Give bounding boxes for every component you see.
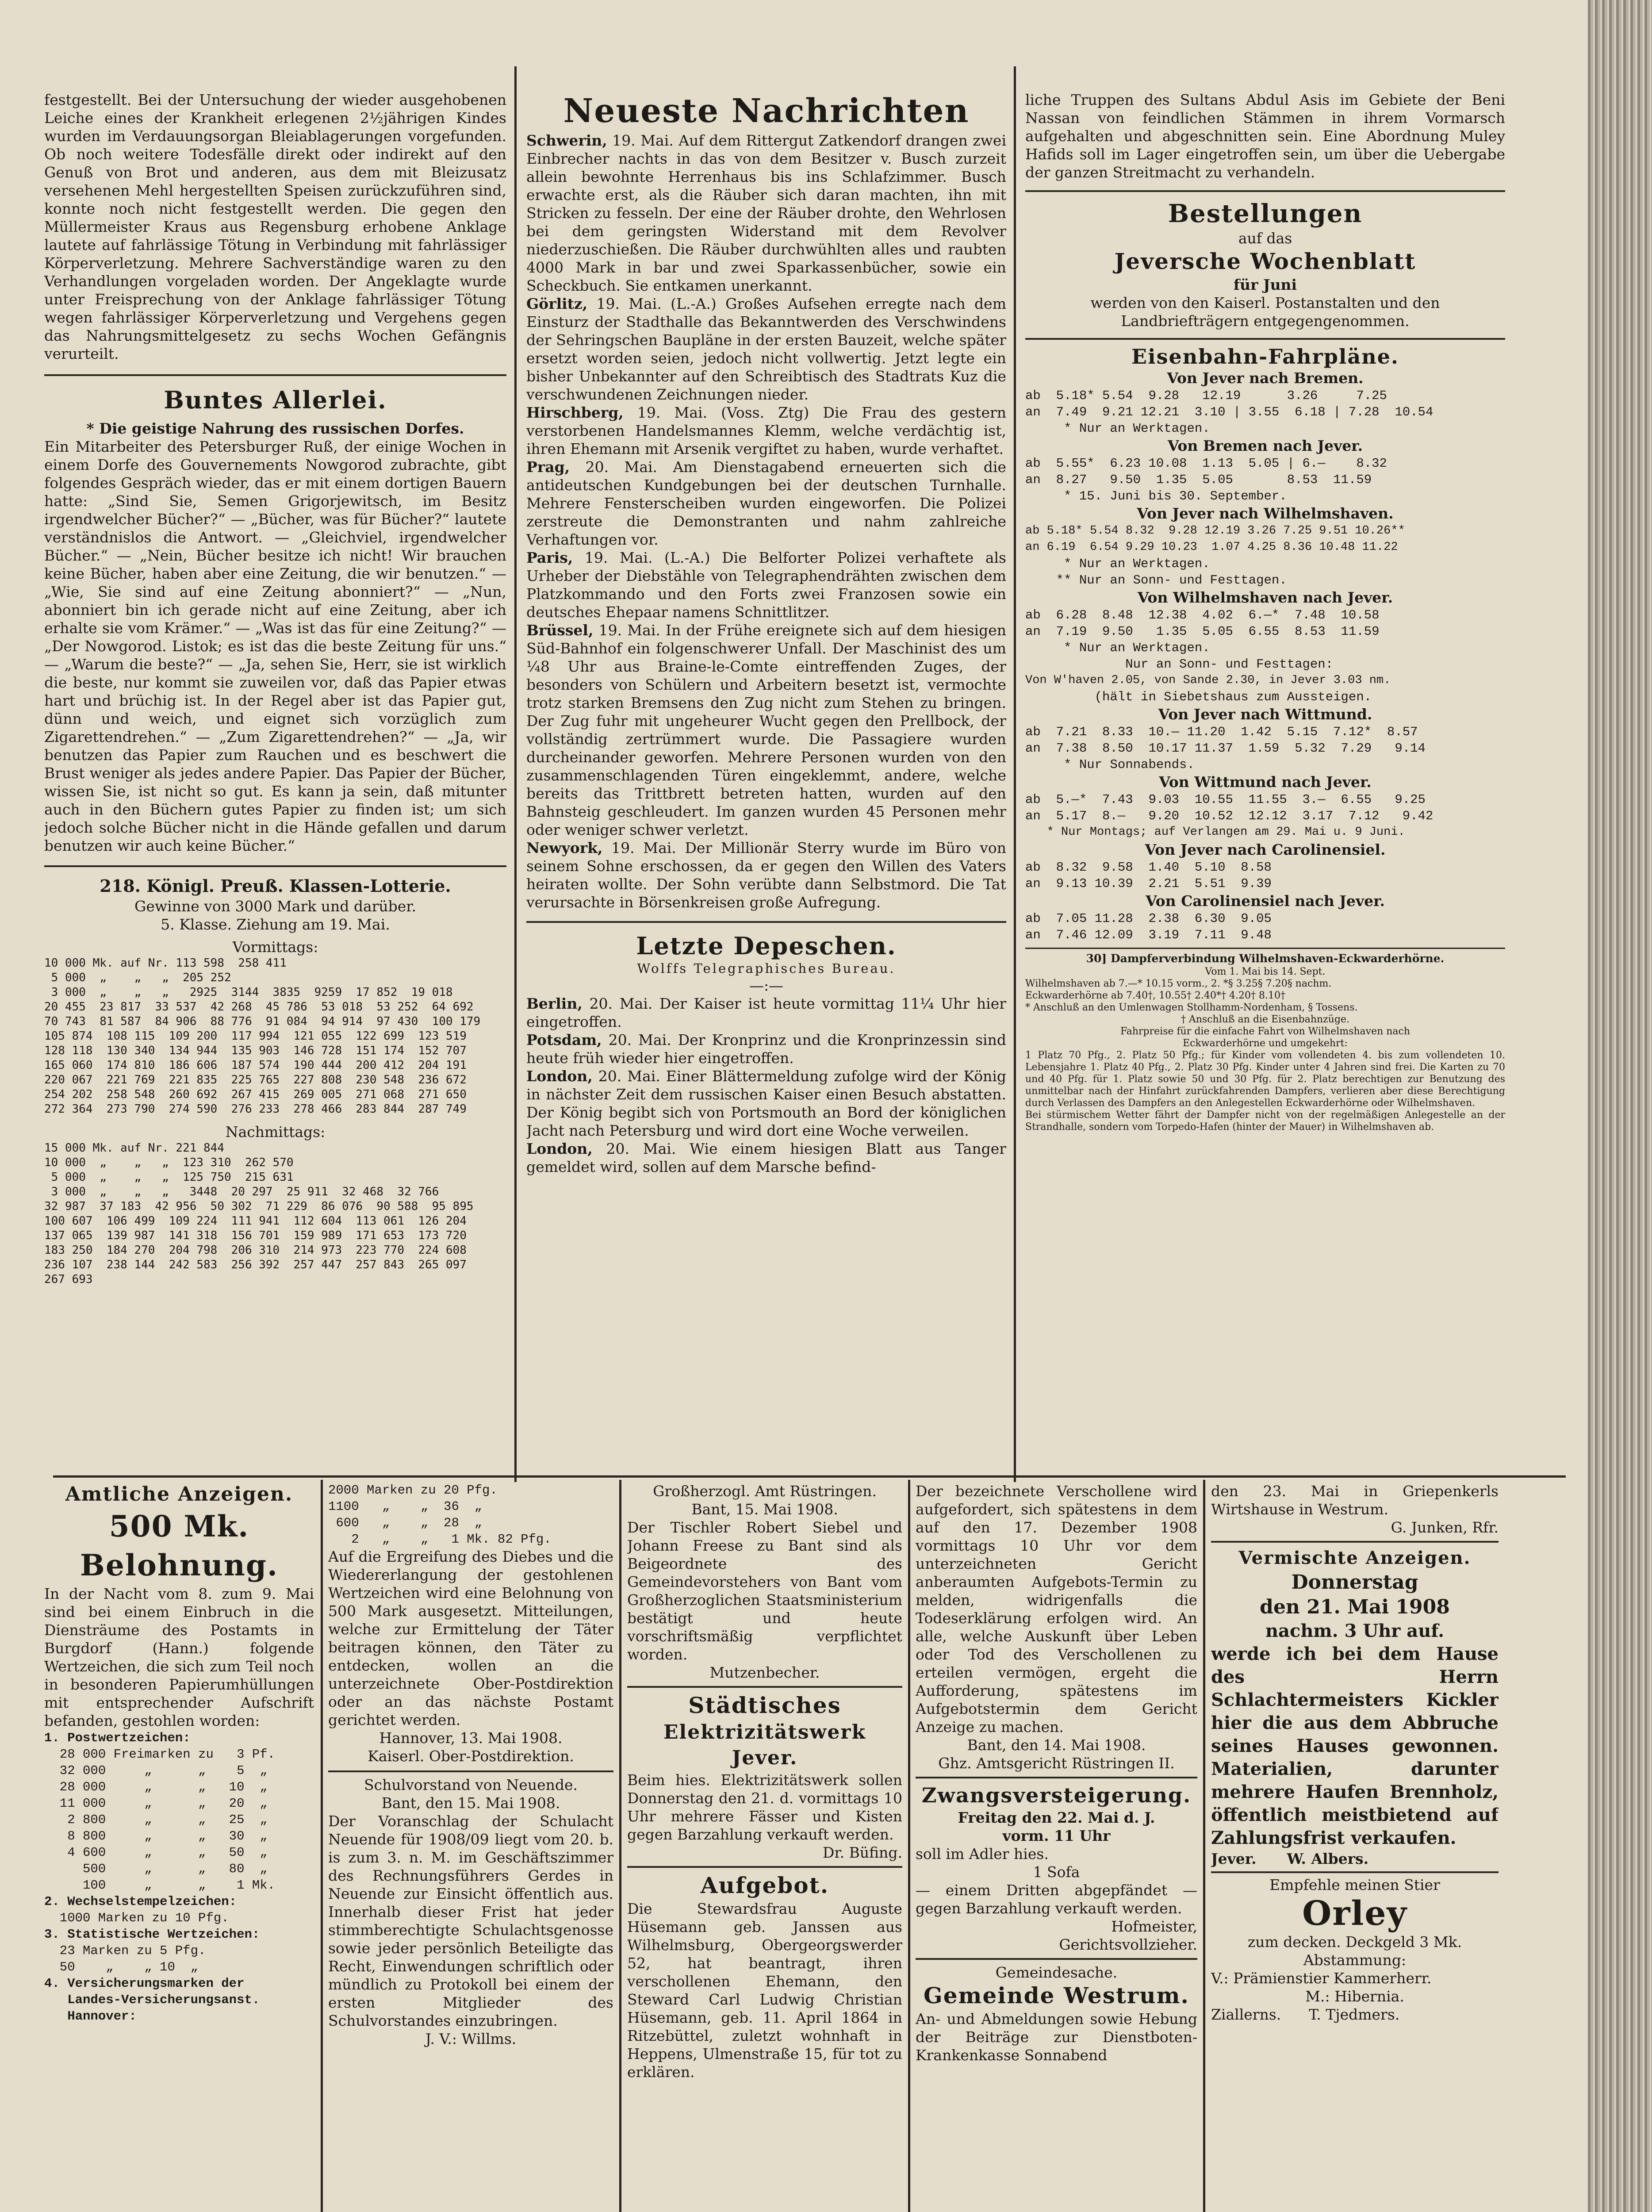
list-item: Landes-Versicherungsanst. [44,1993,260,2007]
ad-sign: J. V.: Willms. [425,2030,517,2047]
ad-text: An- und Abmeldungen sowie Hebung der Beiträge zur Dienstboten-Krankenkasse Sonnabend [916,2010,1197,2064]
section-rule [53,1475,1566,1478]
buntes-subtitle: * Die geistige Nahrung des russischen Dorfes. [86,420,464,437]
list-item: 3. Statistische Wertzeichen: [44,1927,260,1942]
fahrplan-block [1025,369,1505,437]
depeschen-sep: —:— [749,977,784,994]
aufgebot-title: Aufgebot. [700,1872,829,1898]
fahrplan-row: an 7.38 8.50 10.17 11.37 1.59 5.32 7.29 9.14 [1025,741,1426,756]
news-text: 19. Mai. In der Frühe ereignete sich auf dem hiesigen Süd-Bahnhof ein folgenschwerer Unfall. Der Maschinist des um ¼8 Uhr aus Braine-le-Comte eintreffenden Zuges, der besonders von Schülern und Arbeitern besetzt ist, vermochte trotz starken Bremsens den Zug nicht zum Stehen zu bringen. Der Zug fuhr mit ungeheurer Wucht gegen den Prellbock, der vollständig zertrümmert wurde. Die Passagiere wurden durcheinander geworfen. Mehrere Personen wurden von den zusammenschlagenden Türen eingeklemmt, andere, welche bereits das Trittbrett betreten hatten, wurden auf den Bahnsteig geschleudert. Im ganzen wurden 45 Personen mehr oder weniger schwer verletzt. [526,622,1006,838]
lotterie-row: 137 065 139 987 141 318 156 701 159 989 171 653 173 720 [44,1229,467,1242]
ad-sign: Dr. Büfing. [823,1844,902,1861]
lotterie-row: 5 000 „ „ „ 125 750 215 631 [44,1171,294,1184]
section-rule [1211,1871,1499,1873]
list-item: 1. Postwertzeichen: [44,1731,191,1745]
ad-line: zum decken. Deckgeld 3 Mk. [1247,1933,1462,1951]
dampfer-info [1025,966,1505,1133]
ad-text: den 23. Mai in Griepenkerls Wirtshause in Westrum. [1211,1482,1499,1518]
section-rule [44,374,506,376]
section-rule [526,921,1006,923]
lotterie-row: 3 000 „ „ „ 3448 20 297 25 911 32 468 32 766 [44,1185,439,1198]
list-item: 1100 „ „ 36 „ [328,1499,483,1514]
ad-sign: Bant, den 14. Mai 1908. [967,1736,1146,1754]
fahrplan-row: * Nur Sonnabends. [1025,757,1195,772]
list-item: 50 „ „ 10 „ [44,1960,199,1974]
news-item [526,1067,1006,1140]
fahrplan-row: Von W'haven 2.05, von Sande 2.30, in Jever 3.03 nm. [1025,674,1391,687]
ad-rule [321,1480,323,2212]
ad-line: Abstammung: [1303,1951,1407,1969]
nachmittags-table [44,1141,506,1287]
news-place: Hirschberg, [526,404,624,421]
dampfer-line: 1 Platz 70 Pfg., 2. Platz 50 Pfg.; für Kinder vom vollendeten 4. bis zum vollendeten 10. Lebensjahre 1. Platz 40 Pfg., 2. Platz 30 Pfg. Kinder unter 4 Jahren sind frei. Die Karten zu 70 und 40 Pfg. für 1. Platz sowie 50 und 30 Pfg. für 2. Platz berechtigen zur Benutzung des unmittelbar nach der Hinfahrt zurückfahrenden Dampfers, verlieren aber diese Berechtigung durch Verlassen des Dampfers an den Anlegestellen Eckwarderhörne oder Wilhelmshaven. [1025,1050,1505,1109]
fahrplan-row: ab 5.55* 6.23 10.08 1.13 5.05 | 6.— 8.32 [1025,456,1387,471]
lotterie-row: 128 118 130 340 134 944 135 903 146 728 151 174 152 707 [44,1044,467,1057]
news-place: London, [526,1140,593,1157]
fahrplan-row: ab 5.—* 7.43 9.03 10.55 11.55 3.— 6.55 9.25 [1025,792,1426,807]
dampfer-line: Vom 1. Mai bis 14. Sept. [1205,966,1326,977]
list-item: 2 „ „ 1 Mk. 82 Pfg. [328,1532,552,1547]
news-item [526,403,1006,458]
list-item: 100 „ „ 1 Mk. [44,1878,276,1893]
fahrplan-row: an 8.27 9.50 1.35 5.05 8.53 11.59 [1025,472,1372,487]
fahrplan-route: Von Jever nach Bremen. [1167,369,1364,387]
lotterie-row: 32 987 37 183 42 956 50 302 71 229 86 076 90 588 95 895 [44,1200,474,1213]
section-rule [1025,190,1505,192]
ad-sign: Kaiserl. Ober-Postdirektion. [368,1747,574,1765]
ad-line: 1 Sofa [1033,1863,1080,1881]
news-text: 19. Mai. Auf dem Rittergut Zatkendorf drangen zwei Einbrecher nachts in das von dem Besitzer v. Busch zurzeit allein bewohnte Herrenhaus bis ins Schlafzimmer. Busch erwachte erst, als die Räuber sich daran machten, ihn mit Stricken zu fesseln. Der eine der Räuber drohte, den Wehrlosen bei dem geringsten Widerstand mit dem Revolver niederzuschießen. Die Räuber durchwühlten alles und raubten 4000 Mark in bar und zwei Sparkassenbücher, sowie ein Scheckbuch. Sie entkamen unerkannt. [526,132,1006,294]
vermischte-head: Vermischte Anzeigen. [1238,1548,1471,1568]
news-item [526,458,1006,549]
fahrplan-route: Von Bremen nach Jever. [1167,437,1363,454]
lotterie-title: 218. Königl. Preuß. Klassen-Lotterie. [100,876,451,896]
section-rule [1025,948,1505,949]
fahrplan-route: Von Carolinensiel nach Jever. [1146,892,1385,910]
list-item: Hannover: [44,2009,137,2024]
news-item [526,839,1006,911]
lotterie-row: 15 000 Mk. auf Nr. 221 844 [44,1141,224,1155]
ad-sign: Hannover, 13. Mai 1908. [379,1729,563,1747]
section-rule [627,1686,902,1688]
elektrizitaet-title: Elektrizitätswerk Jever. [663,1721,866,1769]
ad-text: Die Stewardsfrau Auguste Hüsemann geb. Janssen aus Wilhelmsburg, Obergeorgswerder 52, hat beantragt, ihren verschollenen Ehemann, den Steward Carl Ludwig Christian Hüsemann, geb. 11. April 1864 in Ritzebüttel, zuletzt wohnhaft in Heppens, Ulmenstraße 15, für tot zu erklären. [627,1900,902,2081]
ad-line: Freitag den 22. Mai d. J. [958,1809,1155,1826]
amtliche-head: Amtliche Anzeigen. [65,1483,293,1505]
list-item: 600 „ „ 28 „ [328,1516,483,1530]
ad-date: Bant, 15. Mai 1908. [691,1501,838,1518]
news-text: 20. Mai. Der Kronprinz und die Kronprinzessin sind heute früh wieder hier eingetroffen. [526,1031,1006,1067]
fahrplan-route: Von Jever nach Carolinensiel. [1145,841,1386,858]
fahrplan-row: an 5.17 8.— 9.20 10.52 12.12 3.17 7.12 9.42 [1025,809,1434,823]
article-continuation: liche Truppen des Sultans Abdul Asis im Gebiete der Beni Nassan von feindlichen Stämmen in ihrem Vormarsch aufgehalten und abgeschnitten sein. Eine Abordnung Muley Hafids soll im Lager eingetroffen sein, um über die Uebergabe der ganzen Streitmacht zu verhandeln. [1025,91,1505,181]
bestellungen-paper: Jeversche Wochenblatt [1114,248,1416,274]
ad-text: Auf die Ergreifung des Diebes und die Wiedererlangung der gestohlenen Wertzeichen wird eine Belohnung von 500 Mark ausgesetzt. Mitteilungen, welche zur Ermittelung der Täter beitragen können, den Täter zu entdecken, wollen an die unterzeichnete Ober-Postdirektion oder an das nächste Postamt gerichtet werden. [328,1548,613,1728]
ad-sign: Ghz. Amtsgericht Rüstringen II. [938,1755,1175,1772]
bestellungen-title: Bestellungen [1168,199,1363,228]
news-item [526,295,1006,403]
news-place: Prag, [526,458,570,476]
fahrplan-row: * Nur Montags; auf Verlangen am 29. Mai u. 9 Juni. [1025,826,1405,839]
section-rule [916,1777,1197,1778]
ad-rule [1203,1480,1205,2212]
lotterie-row: 183 250 184 270 204 798 206 310 214 973 223 770 224 608 [44,1244,467,1257]
list-item: 28 000 „ „ 10 „ [44,1780,268,1794]
list-item: 2 800 „ „ 25 „ [44,1813,268,1827]
fahrplan-row: ab 5.18* 5.54 8.32 9.28 12.19 3.26 7.25 9.51 10.26** [1025,524,1405,538]
news-item [526,549,1006,621]
news-place: Newyork, [526,839,603,856]
ad-head: Gemeindesache. [995,1964,1118,1981]
ad-sign: Jever. W. Albers. [1211,1850,1369,1867]
lotterie-row: 236 107 238 144 242 583 256 392 257 447 257 843 265 097 [44,1258,467,1271]
fahrplan-block [1025,437,1505,504]
fahrplan-row: an 7.46 12.09 3.19 7.11 9.48 [1025,928,1272,942]
ad-line: Empfehle meinen Stier [1269,1876,1440,1893]
fahrplan-block [1025,588,1505,705]
fahrplan-title: Eisenbahn-Fahrpläne. [1131,345,1399,369]
ad-column-2 [328,1482,613,2212]
fahrplan-route: Von Wittmund nach Jever. [1159,773,1372,791]
lotterie-line: Gewinne von 3000 Mark und darüber. [134,898,416,915]
neueste-title: Neueste Nachrichten [563,92,970,130]
lotterie-row: 3 000 „ „ „ 2925 3144 3835 9259 17 852 19 018 [44,986,453,999]
news-place: Görlitz, [526,295,588,312]
buntes-text: Ein Mitarbeiter des Petersburger Ruß, der einige Wochen in einem Dorfe des Gouvernements Nowgorod zubrachte, gibt folgendes Gespräch wieder, das er mit einem dortigen Bauern hatte: „Sind Sie, Semen Grigorjewitsch, im Besitz irgendwelcher Bücher?“ — „Bücher, was für Bücher?“ lautete verständnislos die Antwort. — „Gleichviel, irgendwelcher Bücher.“ — „Nein, Bücher besitze ich nicht! Wir brauchen keine Bücher, haben aber eine Zeitung, die wir benutzen.“ — „Wie, Sie sind auf eine Zeitung abonniert?“ — „Nun, abonniert bin ich gerade nicht auf eine Zeitung, aber ich erhalte sie vom Krämer.“ — „Was ist das für eine Zeitung?“ — „Der Nowgorod. Listok; es ist das die beste Zeitung für uns.“ — „Warum die beste?“ — „Ja, sehen Sie, Herr, sie ist wirklich die beste, nur kommt sie zuweilen vor, daß das Papier etwas hart und brüchig ist. In der Regel aber ist das Papier gut, dünn und weich, und eignet sich vorzüglich zum Zigarettendrehen.“ — „Zum Zigarettendrehen?“ — „Ja, wir benutzen das Papier zum Rauchen und es beschwert die Brust weniger als jedes andere Papier. Das Papier der Bücher, wissen Sie, ist nicht so gut. Es kann ja sein, daß mitunter auch in den Büchern gutes Papier zu finden ist; um sich jedoch solche Bücher nicht in die Hände gefallen und darum benutzen wir auch keine Bücher.“ [44,438,506,854]
fahrplan-row: an 6.19 6.54 9.29 10.23 1.07 4.25 8.36 10.48 11.22 [1025,541,1398,554]
lotterie-row: 20 455 23 817 33 537 42 268 45 786 53 018 53 252 64 692 [44,1000,474,1014]
ad-date: Bant, den 15. Mai 1908. [381,1794,560,1812]
list-item: 2000 Marken zu 20 Pfg. [328,1483,498,1498]
zwangs-title: Zwangsversteigerung. [921,1783,1192,1807]
news-item [526,131,1006,295]
vormittags-table [44,956,506,1117]
bestellungen-line: für Juni [1233,276,1297,293]
fahrplan-block [1025,841,1505,892]
section-rule [44,865,506,867]
fahrplan-row: Nur an Sonn- und Festtagen: [1025,657,1334,672]
list-item: 28 000 Freimarken zu 3 Pf. [44,1747,276,1762]
fahrplan-row: ** Nur an Sonn- und Festtagen. [1025,573,1287,588]
column-3 [1025,91,1505,1473]
ad-line: M.: Hibernia. [1305,1988,1404,2005]
fahrplan-row: an 7.19 9.50 1.35 5.05 6.55 8.53 11.59 [1025,624,1380,639]
vormittags-label: Vormittags: [232,938,318,956]
section-rule [627,1866,902,1868]
auction-line: nachm. 3 Uhr auf. [1265,1621,1445,1641]
ad-sign: Ziallerns. T. Tjedmers. [1211,2006,1400,2023]
lotterie-row: 100 607 106 499 109 224 111 941 112 604 113 061 126 204 [44,1214,467,1228]
dampfer-line: † Anschluß an die Eisenbahnzüge. [1181,1014,1350,1025]
fahrplan-route: Von Jever nach Wilhelmshaven. [1137,505,1394,522]
news-text: 19. Mai. Der Millionär Sterry wurde im Büro von seinem Sohne erschossen, da er gegen den Willen des Vaters heiraten wollte. Der Sohn verübte dann Selbstmord. Die Tat verursachte in Börsenkreisen große Aufregung. [526,839,1006,911]
auction-text: werde ich bei dem Hause des Herrn Schlachtermeisters Kickler hier die aus dem Abbruche seines Hauses gewonnen. Materialien, darunter mehrere Haufen Brennholz, öffentlich meistbietend auf Zahlungsfrist verkaufen. [1211,1644,1499,1848]
fahrplan-row: an 9.13 10.39 2.21 5.51 9.39 [1025,876,1272,891]
dampfer-line: Wilhelmshaven ab 7.—* 10.15 vorm., 2. *§ 3.25§ 7.20§ nachm. [1025,978,1332,989]
lotterie-row: 10 000 „ „ „ 123 310 262 570 [44,1156,294,1169]
ad-line: vorm. 11 Uhr [1002,1827,1111,1844]
lotterie-row: 70 743 81 587 84 906 88 776 91 084 94 914 97 430 100 179 [44,1015,481,1028]
nachmittags-label: Nachmittags: [225,1123,326,1141]
column-2 [526,91,1006,1473]
buntes-title: Buntes Allerlei. [164,386,387,414]
news-place: Potsdam, [526,1031,602,1048]
news-item [526,1031,1006,1067]
ad-sign: Gerichtsvollzieher. [1059,1936,1197,1953]
fahrplan-route: Von Wilhelmshaven nach Jever. [1137,589,1393,606]
news-place: Brüssel, [526,622,594,639]
depeschen-title: Letzte Depeschen. [636,932,897,960]
depeschen-sub: Wolffs Telegraphisches Bureau. [637,961,896,976]
list-item: 4. Versicherungsmarken der [44,1976,245,1991]
fahrplan-row: * Nur an Werktagen. [1025,421,1210,436]
lotterie-line: 5. Klasse. Ziehung am 19. Mai. [161,916,390,933]
belohnung-title: 500 Mk. Belohnung. [80,1509,278,1582]
section-rule [916,1958,1197,1960]
auction-line: den 21. Mai 1908 [1260,1596,1450,1618]
fahrplan-row: (hält in Siebetshaus zum Aussteigen. [1025,690,1372,704]
news-text: 20. Mai. Der Kaiser ist heute vormittag 11¼ Uhr hier eingetroffen. [526,995,1006,1030]
elektrizitaet-title: Städtisches [688,1692,841,1718]
ad-text: Beim hies. Elektrizitätswerk sollen Donnerstag den 21. d. vormittags 10 Uhr mehrere Fässer und Kisten gegen Barzahlung verkauft werden. [627,1771,902,1843]
fahrplan-block [1025,892,1505,943]
ad-column-3 [627,1482,902,2212]
dampfer-line: * Anschluß an den Umlenwagen Stollhamm-Nordenham, § Tossens. [1025,1002,1358,1013]
news-place: Schwerin, [526,132,607,149]
orley-title: Orley [1302,1893,1407,1933]
news-place: London, [526,1068,593,1085]
depeschen-list [526,995,1006,1176]
lotterie-row: 272 364 273 790 274 590 276 233 278 466 283 844 287 749 [44,1102,467,1116]
ad-column-5 [1211,1482,1499,2212]
list-item: 4 600 „ „ 50 „ [44,1845,268,1860]
lotterie-row: 254 202 258 548 260 692 267 415 269 005 271 068 271 650 [44,1088,467,1101]
list-item: 32 000 „ „ 5 „ [44,1763,268,1778]
ad-line: V.: Prämienstier Kammerherr. [1211,1970,1432,1987]
ad-sign: Mutzenbecher. [709,1664,820,1681]
list-item: 23 Marken zu 5 Pfg. [44,1943,206,1958]
fahrplan-block [1025,773,1505,841]
section-rule [328,1770,613,1772]
news-text: 20. Mai. Wie einem hiesigen Blatt aus Tanger gemeldet wird, sollen auf dem Marsche befind- [526,1140,1006,1175]
dampfer-line: Eckwarderhörne ab 7.40†, 10.55† 2.40*† 4.20† 8.10† [1025,990,1285,1001]
news-text: 19. Mai. (L.-A.) Die Belforter Polizei verhaftete als Urheber der Diebstähle von Telegraphendrähten zwischen dem Platzkommando und den Forts zwei Franzosen sowie ein deutsches Ehepaar namens Schnittlitzer. [526,549,1006,621]
list-item: 2. Wechselstempelzeichen: [44,1894,237,1909]
lotterie-row: 220 067 221 769 221 835 225 765 227 808 230 548 236 672 [44,1073,467,1087]
ad-text: Der Voranschlag der Schulacht Neuende für 1908/09 liegt vom 20. b. is zum 3. n. M. im Geschäftszimmer des Rechnungsführers Gerdes in Neuende zur Einsicht öffentlich aus. Innerhalb dieser Frist hat jeder stimmberechtigte Schulachtsgenosse sowie jeder persönlich Beteiligte das Recht, Einwendungen schriftlich oder mündlich zu Protokoll bei einem der ersten Mitglieder des Schulvorstandes einzubringen. [328,1813,613,2029]
ad-text: Der bezeichnete Verschollene wird aufgefordert, sich spätestens in dem auf den 17. Dezember 1908 vormittags 10 Uhr vor dem unterzeichneten Gericht anberaumten Aufgebots-Termin zu melden, widrigenfalls die Todeserklärung erfolgen wird. An alle, welche Auskunft über Leben oder Tod des Verschollenen zu erteilen vermögen, ergeht die Aufforderung, spätestens im Aufgebotstermin dem Gericht Anzeige zu machen. [916,1482,1197,1736]
lotterie-row: 165 060 174 810 186 606 187 574 190 444 200 412 204 191 [44,1059,467,1072]
fahrplan-route: Von Jever nach Wittmund. [1158,706,1372,723]
news-place: Paris, [526,549,573,566]
ad-text: — einem Dritten abgepfändet — gegen Barzahlung verkauft werden. [916,1882,1197,1917]
fahrplan-row: ab 6.28 8.48 12.38 4.02 6.—* 7.48 10.58 [1025,608,1380,622]
column-rule [1014,66,1016,1482]
news-list [526,131,1006,911]
section-rule [1211,1541,1499,1543]
ad-head: Schulvorstand von Neuende. [364,1776,578,1793]
news-place: Berlin, [526,995,583,1012]
stolen-list [44,1730,314,2024]
ad-sign: Hofmeister, [1111,1918,1197,1935]
dampfer-line: Fahrpreise für die einfache Fahrt von Wilhelmshaven nach [1120,1026,1411,1037]
fahrplan-row: ab 8.32 9.58 1.40 5.10 8.58 [1025,860,1272,875]
news-text: 20. Mai. Einer Blättermeldung zufolge wird der König in nächster Zeit dem russischen Kaiser einen Besuch abstatten. Der König begibt sich von Portsmouth an Bord der königlichen Jacht nach Petersburg und wird dort eine Woche verweilen. [526,1068,1006,1139]
fahrplan-row: ab 5.18* 5.54 9.28 12.19 3.26 7.25 [1025,388,1387,403]
fahrplan-row: * Nur an Werktagen. [1025,641,1210,655]
news-text: 19. Mai. (Voss. Ztg) Die Frau des gestern verstorbenen Handelsmannes Klemm, welche verdächtig ist, ihren Ehemann mit Arsenik vergiftet zu haben, wurde verhaftet. [526,404,1006,457]
fahrplan-row: * Nur an Werktagen. [1025,557,1210,571]
lotterie-row: 105 874 108 115 109 200 117 994 121 055 122 699 123 519 [44,1029,467,1043]
bestellungen-line: werden von den Kaiserl. Postanstalten und den Landbriefträgern entgegengenommen. [1090,294,1440,330]
news-item [526,621,1006,839]
section-rule [1025,338,1505,340]
dampfer-line: Bei stürmischem Wetter fährt der Dampfer nicht von der regelmäßigen Anlegestelle an der Strandhalle, sondern vom Torpedo-Hafen (hinter der Mauer) in Wilhelmshaven ab. [1025,1110,1505,1133]
article-continuation: festgestellt. Bei der Untersuchung der wieder ausgehobenen Leiche eines der Krankheit erlegenen 2½jährigen Kindes wurden im Verdauungsorgan Bleiablagerungen vorgefunden. Ob noch weitere Todesfälle direkt oder indirekt auf den Genuß von Brot und anderen, aus dem mit Bleizusatz versehenen Mehl hergestellten Speisen zurückzuführen sind, konnte noch nicht festgestellt werden. Die gegen den Müllermeister Kraus aus Regensburg erhobene Anklage lautete auf fahrlässige Tötung in Verbindung mit fahrlässiger Körperverletzung. Mehrere Sachverständige waren zu den Verhandlungen vorgeladen worden. Der Angeklagte wurde unter Freisprechung von der Anklage fahrlässiger Tötung wegen fahrlässiger Körperverletzung und Vergehens gegen das Nahrungsmittelgesetz zu sechs Wochen Gefängnis verurteilt. [44,91,506,362]
ad-text: Der Tischler Robert Siebel und Johann Freese zu Bant sind als Beigeordnete des Gemeindevorstehers von Bant vom Großherzoglichen Staatsministerium bestätigt und heute vorschriftsmäßig verpflichtet worden. [627,1519,902,1663]
dampfer-title: 30] Dampferverbindung Wilhelmshaven-Eckwarderhörne. [1086,952,1445,965]
fahrplan-row: an 7.49 9.21 12.21 3.10 | 3.55 6.18 | 7.28 10.54 [1025,405,1434,419]
ad-rule [908,1480,910,2212]
dampfer-line: Eckwarderhörne und umgekehrt: [1183,1038,1348,1049]
column-rule [514,66,517,1482]
fahrplan-row: ab 7.21 8.33 10.— 11.20 1.42 5.15 7.12* 8.57 [1025,725,1418,739]
fahrplan-row: ab 7.05 11.28 2.38 6.30 9.05 [1025,911,1272,926]
ad-line: soll im Adler hies. [916,1845,1049,1863]
fahrplan-row: * 15. Juni bis 30. September. [1025,489,1287,503]
column-1 [44,91,506,1473]
ad-column-1 [44,1482,314,2212]
news-item [526,995,1006,1031]
westrum-title: Gemeinde Westrum. [924,1982,1189,2008]
fahrplan-block [1025,705,1505,773]
list-item: 1000 Marken zu 10 Pfg. [44,1911,229,1925]
fahrplan-block [1025,504,1505,588]
ad-sign: G. Junken, Rfr. [1391,1519,1499,1536]
list-item: 8 800 „ „ 30 „ [44,1829,268,1843]
news-text: 19. Mai. (L.-A.) Großes Aufsehen erregte nach dem Einsturz der Stadthalle das Bekanntwerden des Verschwindens der Sehringschen Baupläne in der ersten Bauzeit, welche später ersetzt worden seien, jedoch nicht vollwertig. Jetzt legte ein bisher Unbekannter auf den Schreibtisch des Stadtrats Kuz die verschwundenen Zeichnungen nieder. [526,295,1006,403]
lotterie-row: 5 000 „ „ „ 205 252 [44,971,231,984]
lotterie-row: 10 000 Mk. auf Nr. 113 598 258 411 [44,956,287,970]
ad-head: Großherzogl. Amt Rüstringen. [653,1482,877,1500]
news-item [526,1140,1006,1176]
list-item: 500 „ „ 80 „ [44,1862,268,1876]
auction-line: Donnerstag [1291,1571,1418,1594]
ad-rule [619,1480,621,2212]
bestellungen-line: auf das [1238,230,1292,247]
page-edge [1588,0,1652,2212]
ad-column-4 [916,1482,1197,2212]
news-text: 20. Mai. Am Dienstagabend erneuerten sich die antideutschen Kundgebungen bei der deutschen Turnhalle. Mehrere Fensterscheiben wurden eingeworfen. Die Polizei zerstreute die Demonstranten und nahm zahlreiche Verhaftungen vor. [526,458,1006,548]
list-item: 11 000 „ „ 20 „ [44,1796,268,1811]
ad-text: In der Nacht vom 8. zum 9. Mai sind bei einem Einbruch in die Diensträume des Postamts in Burgdorf (Hann.) folgende Wertzeichen, die sich zum Teil noch in besonderen Papierumhüllungen mit entsprechender Aufschrift befanden, gestohlen worden: [44,1585,314,1729]
lotterie-row: 267 693 [44,1273,93,1286]
